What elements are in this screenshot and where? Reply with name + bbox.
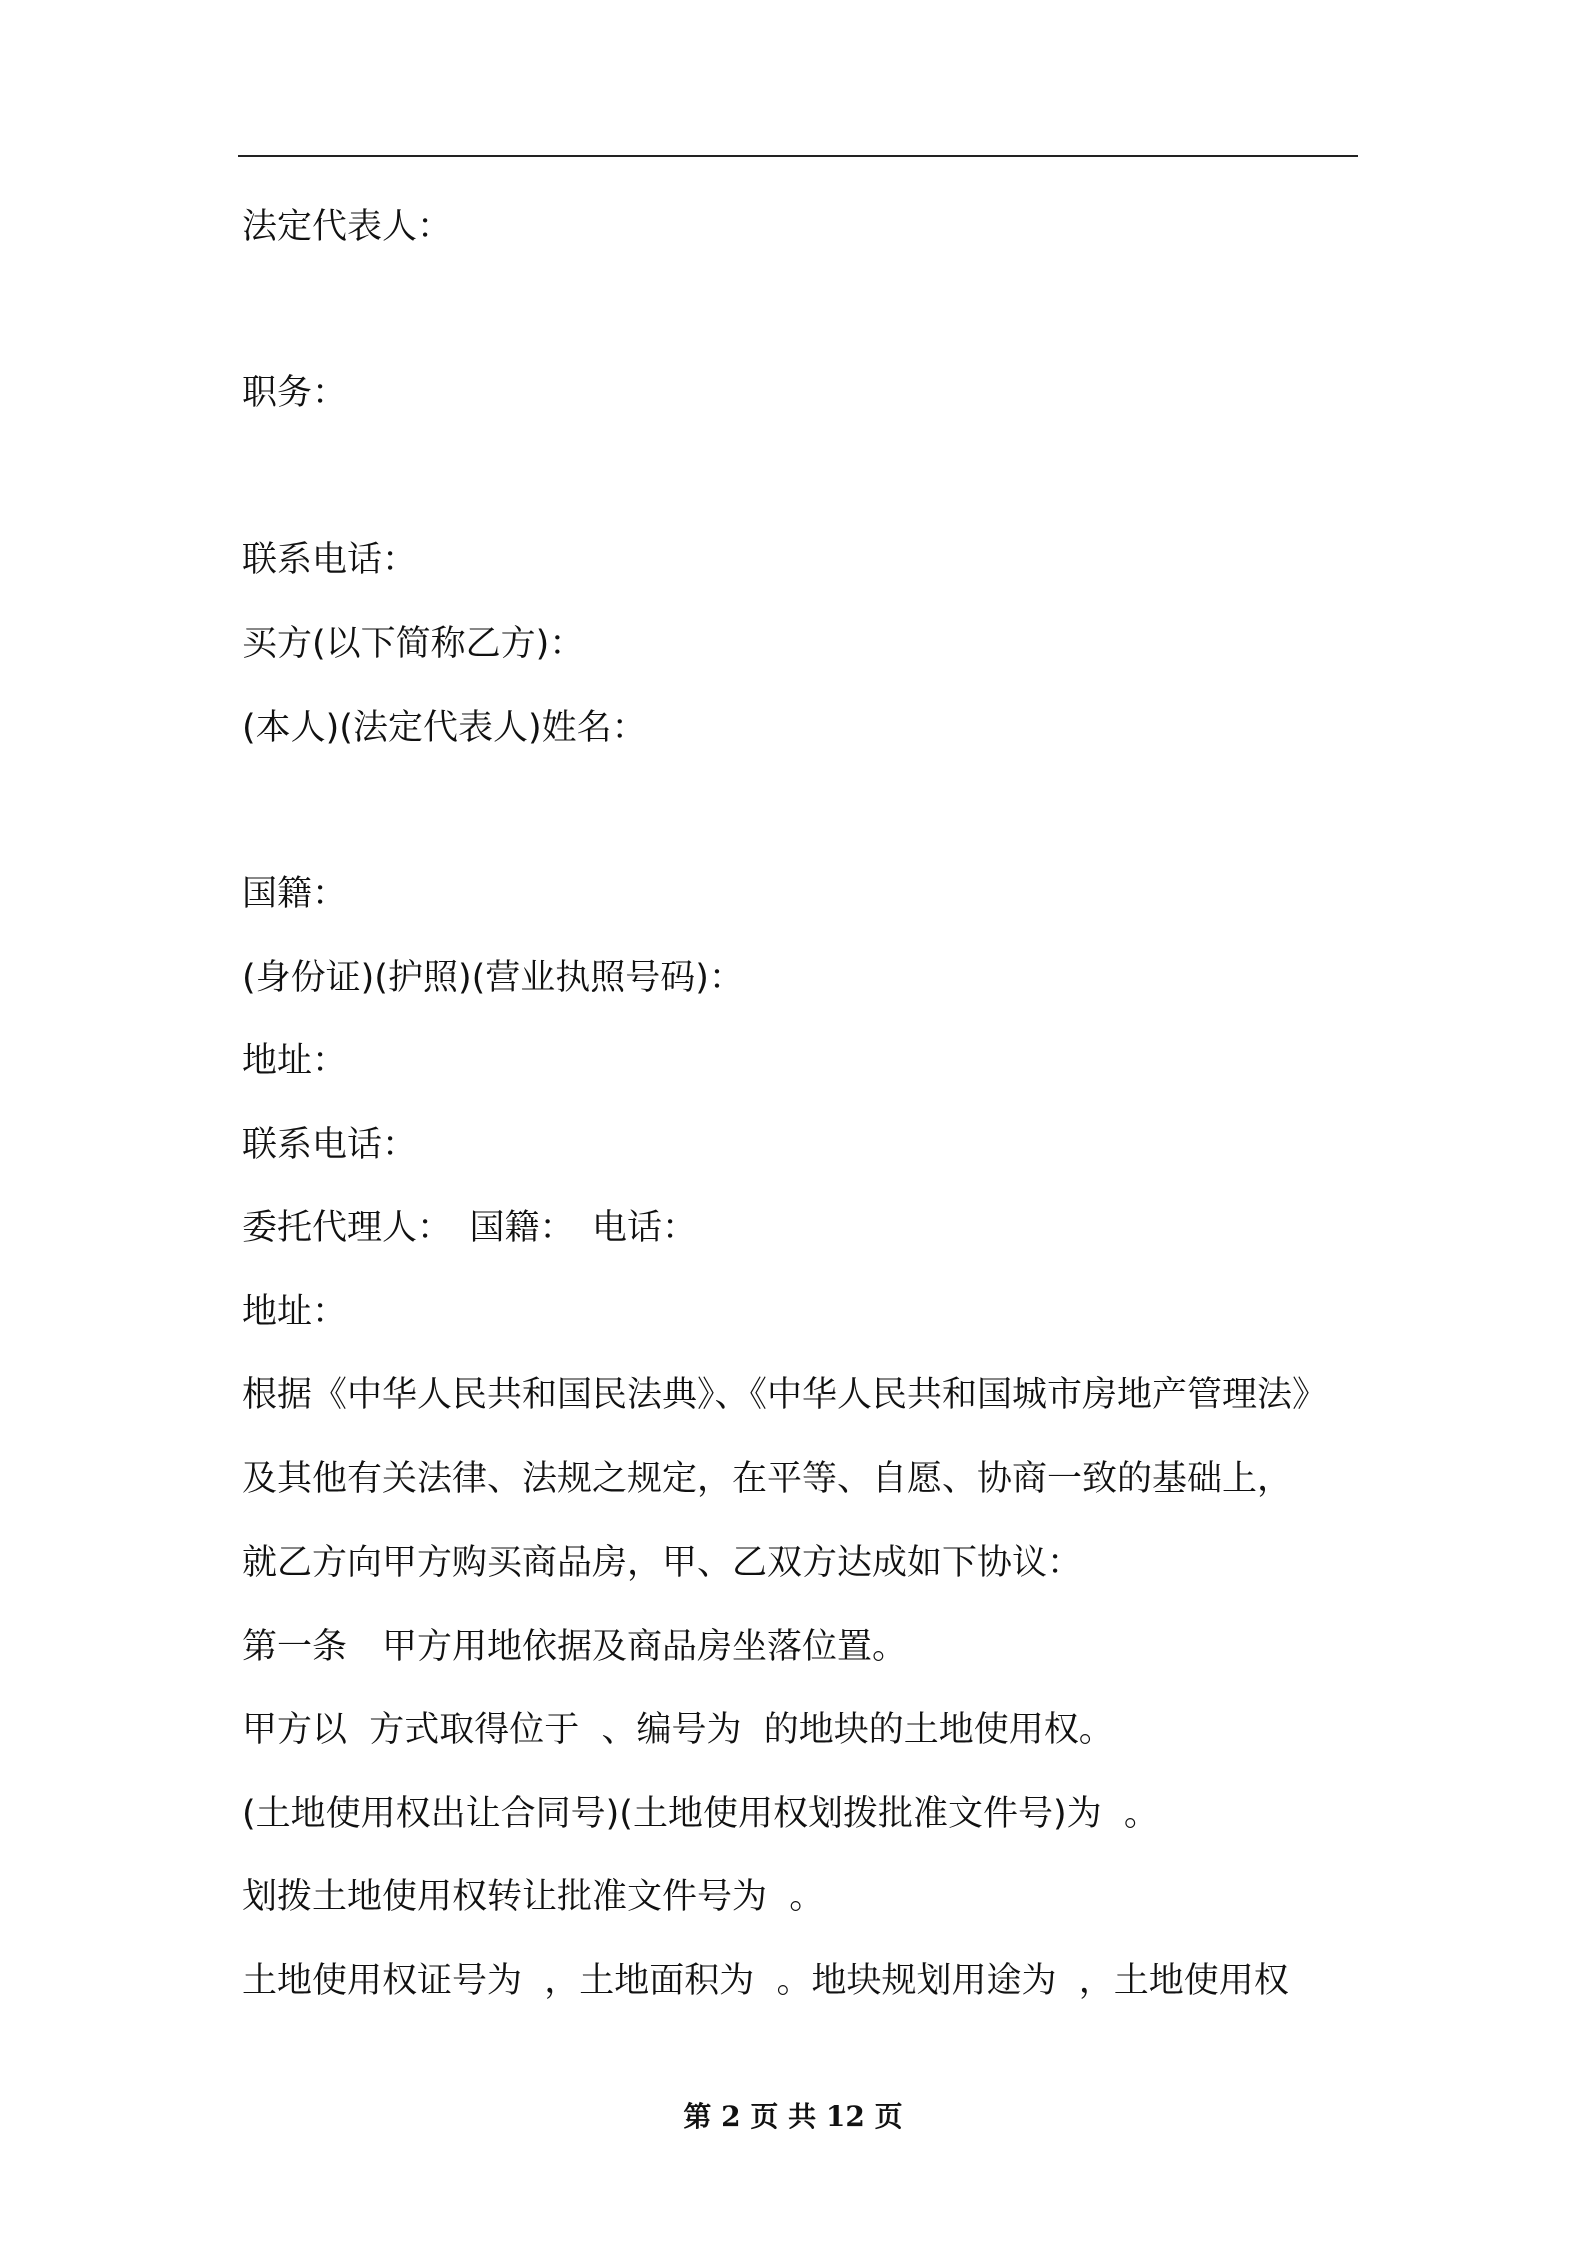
field-legal-representative: 法定代表人：	[242, 207, 453, 247]
page-number: 第 2 页 共 12 页	[683, 2100, 903, 2133]
field-nationality: 国籍：	[242, 874, 348, 914]
field-contact-phone: 联系电话：	[242, 540, 418, 580]
field-agent: 委托代理人： 国籍： 电话：	[242, 1208, 698, 1248]
field-agent-address: 地址：	[242, 1292, 348, 1332]
paragraph-line: (土地使用权出让合同号)(土地使用权划拨批准文件号)为 。	[242, 1794, 1159, 1834]
paragraph-line: 根据《中华人民共和国民法典》、《中华人民共和国城市房地产管理法》	[242, 1375, 1328, 1415]
field-address: 地址：	[242, 1041, 348, 1081]
paragraph-line: 土地使用权证号为 ，土地面积为 。地块规划用途为 ，土地使用权	[242, 1961, 1289, 2001]
paragraph-line: 就乙方向甲方购买商品房，甲、乙双方达成如下协议：	[242, 1543, 1083, 1583]
article-heading: 第一条 甲方用地依据及商品房坐落位置。	[242, 1627, 908, 1667]
header-rule	[238, 155, 1358, 157]
paragraph-line: 甲方以 方式取得位于 、编号为 的地块的土地使用权。	[242, 1710, 1114, 1750]
paragraph-line: 划拨土地使用权转让批准文件号为 。	[242, 1877, 825, 1917]
paragraph-line: 及其他有关法律、法规之规定，在平等、自愿、协商一致的基础上，	[242, 1459, 1293, 1499]
buyer-heading: 买方(以下简称乙方)：	[242, 624, 585, 664]
field-buyer-phone: 联系电话：	[242, 1125, 418, 1165]
field-position: 职务：	[242, 373, 348, 413]
field-buyer-name: (本人)(法定代表人)姓名：	[242, 708, 647, 748]
field-id-number: (身份证)(护照)(营业执照号码)：	[242, 958, 744, 998]
